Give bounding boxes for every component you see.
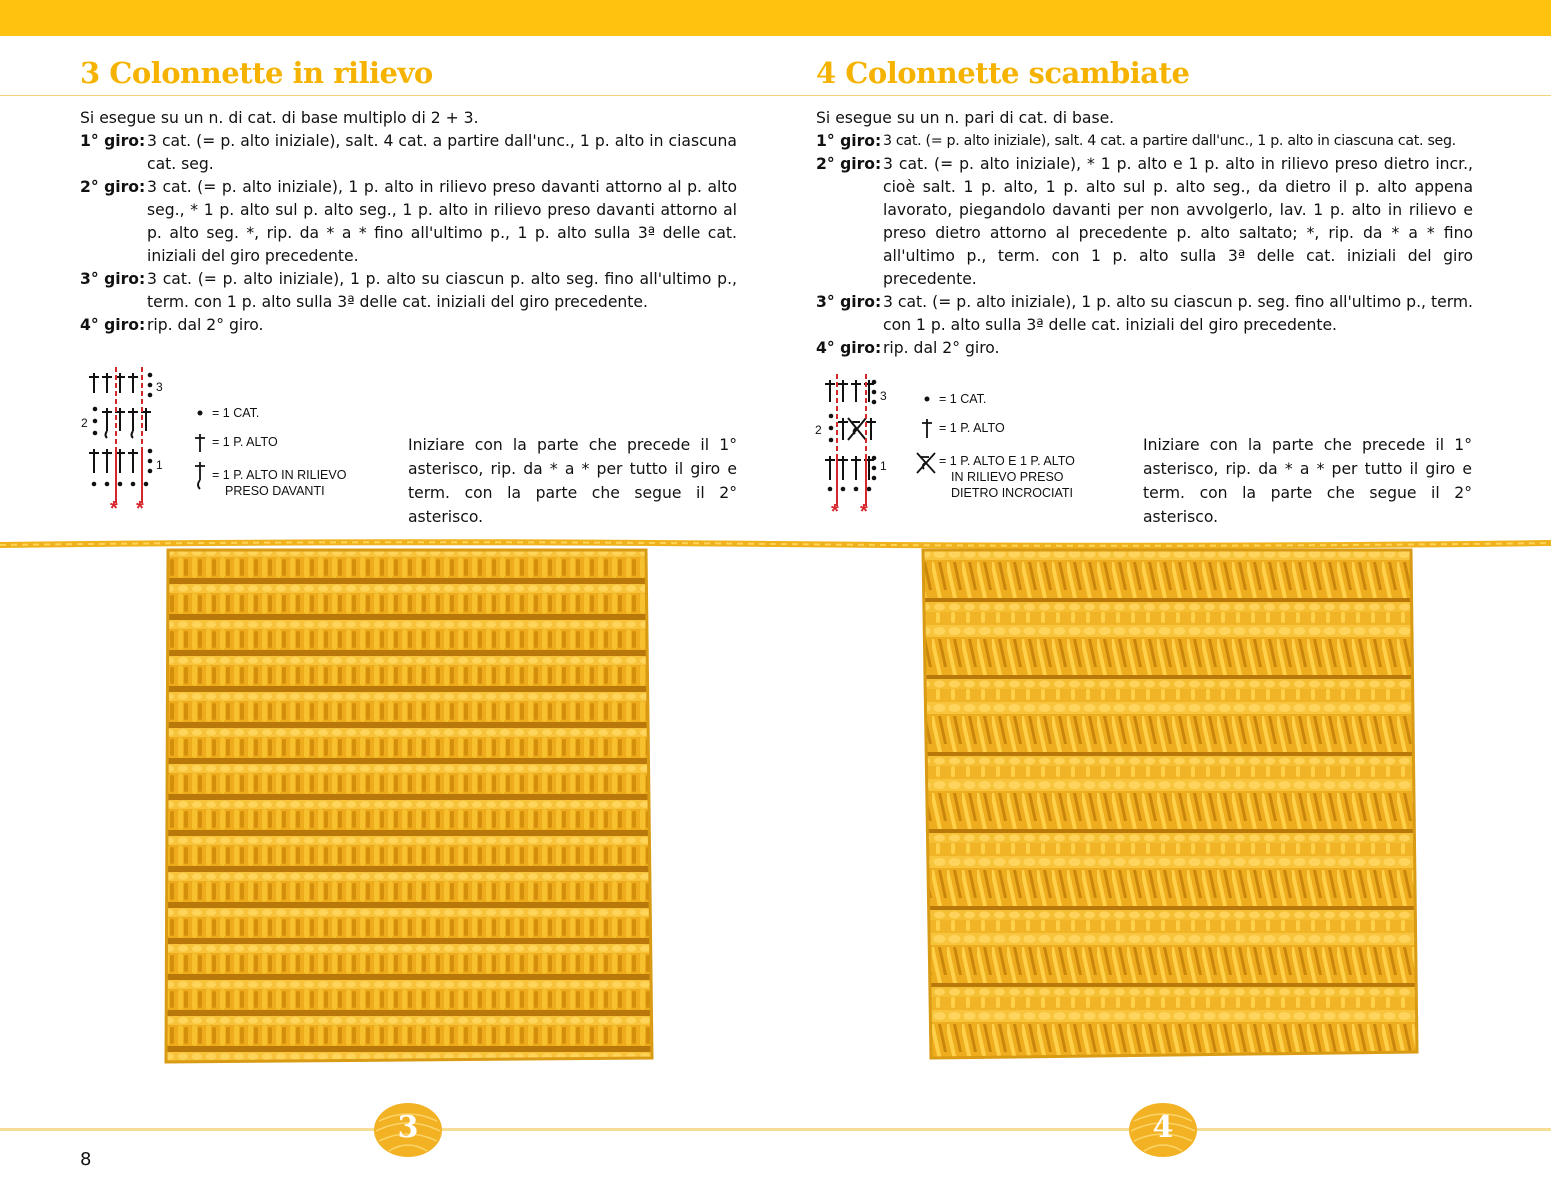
legend-symbols-3 [192,404,210,499]
round-label: 2° giro: [80,178,146,196]
round-label: 4° giro: [80,316,146,334]
row-number: 1 [156,458,163,472]
swatch-number: 3 [397,1110,419,1145]
legend-crossed-3: DIETRO INCROCIATI [951,486,1073,500]
swatch-photo-4 [917,548,1423,1066]
round-text: 3 cat. (= p. alto iniziale), 1 p. alto in rilievo preso davanti attorno al p. alto seg., * 1 p. alto sul p. alto seg., 1 p. alto in rilievo preso davanti attorno al p. alto seg. *, rip. da * a * fino all'ultimo p., 1 p. alto sulla 3ª delle cat. iniziali del giro precedente. [147,178,737,265]
asterisk: * [110,498,118,515]
note-3: Iniziare con la parte che precede il 1° asterisco, rip. da * a * per tutto il giro e term. con la parte che segue il 2° asterisco. [408,436,737,526]
legend-crossed: = 1 P. ALTO E 1 P. ALTO [939,454,1075,468]
round-text: 3 cat. (= p. alto iniziale), salt. 4 cat. a partire dall'unc., 1 p. alto in ciascuna cat. seg. [883,133,1456,149]
round-text: 3 cat. (= p. alto iniziale), 1 p. alto su ciascun p. alto seg. fino all'ultimo p., term. con 1 p. alto sulla 3ª delle cat. iniziali del giro precedente. [147,270,737,311]
round-row [80,176,737,268]
asterisk: * [136,498,144,515]
asterisk: * [831,501,839,522]
instructions-3 [80,107,737,337]
yarn-ball-badge-3 [371,1101,445,1159]
round-label: 2° giro: [816,155,882,173]
page-number: 8 [80,1149,92,1170]
legend-double-crochet: = 1 P. ALTO [939,421,1005,435]
section-title-4: 4 Colonnette scambiate [816,56,1190,90]
title-divider [0,95,775,96]
row-number: 3 [156,380,163,394]
round-label: 3° giro: [816,293,882,311]
round-row [816,337,1473,360]
intro-text: Si esegue su un n. pari di cat. di base. [816,109,1115,127]
footer-rule [0,1128,1551,1131]
round-text: 3 cat. (= p. alto iniziale), * 1 p. alto e 1 p. alto in rilievo preso dietro incr., cioè salt. 1 p. alto, 1 p. alto sul p. alto seg., da dietro il p. alto appena lavorato, piegandolo davanti per non avvolgerlo, lav. 1 p. alto in rilievo e preso dietro attorno al precedente p. alto saltato; *, rip. da * a * fino all'ultimo p., term. con 1 p. alto sulla 3ª delle cat. iniziali del giro precedente. [883,155,1473,288]
round-label: 3° giro: [80,270,146,288]
yarn-ball-badge-4 [1126,1101,1200,1159]
legend-chain: = 1 CAT. [939,392,987,406]
row-number: 2 [815,423,822,437]
legend-front-post: = 1 P. ALTO IN RILIEVO [212,468,347,482]
legend-front-post-2: PRESO DAVANTI [225,484,325,498]
legend-chain: = 1 CAT. [212,406,260,420]
round-row [80,130,737,176]
round-text: 3 cat. (= p. alto iniziale), 1 p. alto su ciascun p. seg. fino all'ultimo p., term. con 1 p. alto sulla 3ª delle cat. iniziali del giro precedente. [883,293,1473,334]
title-divider [775,95,1551,96]
round-row [816,153,1473,291]
round-row [80,268,737,314]
intro-text: Si esegue su un n. di cat. di base multiplo di 2 + 3. [80,109,479,127]
row-number: 1 [880,459,887,473]
row-number: 3 [880,389,887,403]
round-label: 1° giro: [816,132,882,150]
round-text: rip. dal 2° giro. [883,339,1000,357]
swatch-photo-3 [162,548,658,1068]
top-accent-bar [0,0,1551,36]
legend-crossed-2: IN RILIEVO PRESO [951,470,1064,484]
legend-double-crochet: = 1 P. ALTO [212,435,278,449]
swatch-number: 4 [1152,1110,1174,1145]
round-label: 1° giro: [80,132,146,150]
legend-symbols-4 [913,391,939,486]
asterisk: * [860,501,868,522]
row-number: 2 [81,416,88,430]
round-text: rip. dal 2° giro. [147,316,264,334]
stitch-diagram-4 [812,372,912,522]
round-label: 4° giro: [816,339,882,357]
stitch-diagram-3 [78,365,178,515]
instructions-4 [816,107,1473,360]
round-row [816,130,1473,153]
round-text: 3 cat. (= p. alto iniziale), salt. 4 cat. a partire dall'unc., 1 p. alto in ciascuna cat. seg. [147,132,737,173]
round-row [816,291,1473,337]
round-row [80,314,737,337]
section-title-3: 3 Colonnette in rilievo [80,56,433,90]
note-4: Iniziare con la parte che precede il 1° asterisco, rip. da * a * per tutto il giro e term. con la parte che segue il 2° asterisco. [1143,436,1472,526]
